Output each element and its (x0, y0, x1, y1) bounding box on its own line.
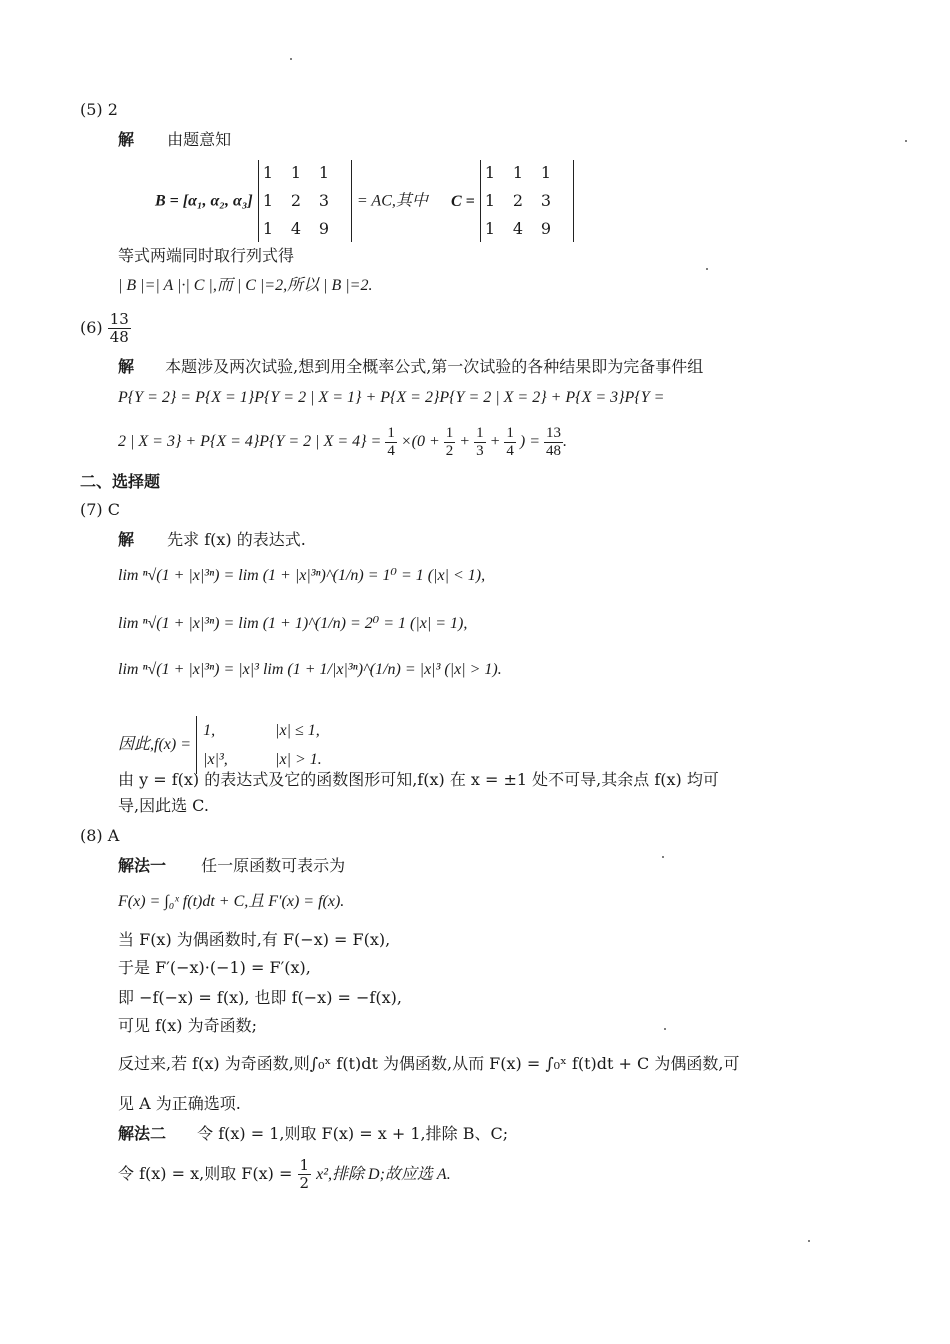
matrix-a-cell: 1 (262, 219, 274, 238)
problem-8-number: (8) A (80, 826, 120, 845)
method-1-intro: 任一原函数可表示为 (201, 856, 346, 875)
matrix-c-cell: 3 (540, 191, 552, 210)
matrix-a-cell: 2 (290, 191, 302, 210)
solution-label: 解 (118, 130, 135, 149)
num: 1 (445, 424, 454, 441)
close-eq: ) = (519, 433, 540, 450)
problem-5-number: (5) 2 (80, 100, 118, 119)
matrix-c (480, 160, 574, 242)
problem-8-line-7: 见 A 为正确选项. (118, 1094, 241, 1113)
den: 2 (445, 442, 454, 459)
den: 4 (387, 442, 395, 459)
period: . (562, 433, 567, 450)
scan-speck (664, 1028, 666, 1030)
method-2-label: 解法二 (118, 1124, 167, 1143)
matrix-a-cell: 1 (290, 163, 302, 182)
den: 3 (476, 442, 484, 459)
problem-8-method2-row (118, 1124, 508, 1144)
matrix-c-cell: 1 (484, 191, 496, 210)
case-2-condition: |x| > 1. (275, 751, 322, 768)
matrix-a (258, 160, 352, 242)
frac-result (544, 425, 563, 460)
scan-speck (808, 1240, 810, 1242)
num: 1 (506, 424, 514, 441)
scan-speck (706, 268, 708, 270)
frac-one-half (444, 425, 456, 460)
problem-8-line-5: 可见 f(x) 为奇函数; (118, 1016, 257, 1035)
matrix-c-cell: 9 (540, 219, 552, 238)
matrix-c-cell: 4 (512, 219, 524, 238)
line2-prefix: 2 | X = 3} + P{X = 4}P{Y = 2 | X = 4} = (118, 433, 382, 450)
num: 1 (476, 424, 484, 441)
matrix-c-cell: 2 (512, 191, 524, 210)
problem-7-limit-1: lim ⁿ√(1 + |x|³ⁿ) = lim (1 + |x|³ⁿ)^(1/n) = 1⁰ = 1 (|x| < 1), (118, 567, 486, 584)
num: 1 (387, 424, 395, 441)
answer-numerator: 13 (109, 310, 129, 328)
problem-8-line-4: 即 −f(−x) = f(x), 也即 f(−x) = −f(x), (118, 988, 402, 1007)
matrix-a-cell: 1 (262, 191, 274, 210)
problem-8-method1-row (118, 856, 345, 876)
matrix-a-cell: 3 (318, 191, 330, 210)
piecewise-cases (196, 716, 322, 774)
frac-one-third (474, 425, 486, 460)
problem-6-line1: P{Y = 2} = P{X = 1}P{Y = 2 | X = 1} + P{X = 2}P{Y = 2 | X = 2} + P{X = 3}P{Y = (118, 389, 665, 406)
matrix-a-cell: 9 (318, 219, 330, 238)
case-1-value: 1, (203, 722, 216, 739)
problem-6-intro-row (118, 357, 703, 377)
matrix-a-cell: 1 (262, 163, 274, 182)
problem-5-matrix-equation (155, 160, 574, 240)
problem-8-line-2: 当 F(x) 为偶函数时,有 F(−x) = F(x), (118, 930, 391, 949)
num: 1 (299, 1156, 310, 1174)
problem-7-conclusion-2: 导,因此选 C. (118, 796, 209, 815)
problem-8-line-6: 反过来,若 f(x) 为奇函数,则∫₀ˣ f(t)dt 为偶函数,从而 F(x) = ∫₀ˣ f(t)dt + C 为偶函数,可 (118, 1054, 740, 1073)
problem-8-method2-line2 (118, 1152, 451, 1197)
matrix-c-cell: 1 (484, 163, 496, 182)
den: 4 (506, 442, 514, 459)
case-1 (203, 716, 322, 745)
matrix-eq-lhs: B = [α₁, α₂, α₃] (155, 192, 253, 210)
intro-text: 本题涉及两次试验,想到用全概率公式,第一次试验的各种结果即为完备事件组 (165, 357, 704, 376)
plus: + (489, 433, 501, 450)
problem-6-answer (108, 311, 131, 346)
times-open: ×(0 + (400, 433, 440, 450)
section-2-heading: 二、选择题 (80, 472, 161, 491)
matrix-eq-mid: = AC,其中 (356, 192, 428, 210)
method-2-line-2-suffix: x²,排除 D;故应选 A. (316, 1166, 451, 1183)
problem-7-conclusion-1: 由 y = f(x) 的表达式及它的函数图形可知,f(x) 在 x = ±1 处不可导,其余点 f(x) 均可 (118, 770, 719, 789)
matrix-a-cell: 4 (290, 219, 302, 238)
problem-7-limit-3: lim ⁿ√(1 + |x|³ⁿ) = |x|³ lim (1 + 1/|x|³ⁿ)^(1/n) = |x|³ (|x| > 1). (118, 661, 502, 678)
problem-5-line1: 等式两端同时取行列式得 (118, 246, 295, 265)
scan-speck (905, 140, 907, 142)
matrix-a-cell: 1 (318, 163, 330, 182)
piecewise-intro: 因此,f(x) = (118, 736, 192, 753)
den: 48 (545, 442, 561, 459)
frac-one-fourth (504, 425, 516, 460)
solution-label: 解 (118, 357, 135, 376)
problem-8-line-1: F(x) = ∫₀ˣ f(t)dt + C,且 F′(x) = f(x). (118, 893, 345, 910)
problem-7-piecewise (118, 716, 322, 774)
case-2-value: |x|³, (203, 751, 228, 768)
matrix-c-cell: 1 (540, 163, 552, 182)
frac-one-quarter (385, 425, 397, 460)
matrix-c-cell: 1 (484, 219, 496, 238)
problem-6-number-row (80, 308, 131, 348)
problem-8-line-3: 于是 F′(−x)·(−1) = F′(x), (118, 958, 311, 977)
c-label: C = (450, 192, 475, 210)
plus: + (459, 433, 471, 450)
frac-one-half (298, 1157, 312, 1192)
problem-5-line2: | B |=| A |·| C |,而 | C |=2,所以 | B |=2. (118, 277, 373, 294)
scan-speck (290, 58, 292, 60)
scan-speck (662, 856, 664, 858)
problem-6-line2 (118, 420, 567, 464)
intro-text: 先求 f(x) 的表达式. (167, 530, 306, 549)
answer-denominator: 48 (109, 328, 129, 346)
den: 2 (299, 1174, 310, 1192)
problem-6-number: (6) (80, 318, 103, 337)
case-1-condition: |x| ≤ 1, (275, 722, 320, 739)
intro-text: 由题意知 (167, 130, 232, 149)
problem-5-intro-row (118, 130, 231, 150)
solution-label: 解 (118, 530, 135, 549)
method-2-line-2-prefix: 令 f(x) = x,则取 F(x) = (118, 1164, 293, 1183)
matrix-c-cell: 1 (512, 163, 524, 182)
problem-7-limit-2: lim ⁿ√(1 + |x|³ⁿ) = lim (1 + 1)^(1/n) = 2⁰ = 1 (|x| = 1), (118, 615, 468, 632)
num: 13 (545, 424, 561, 441)
method-2-line-1: 令 f(x) = 1,则取 F(x) = x + 1,排除 B、C; (197, 1124, 509, 1143)
method-1-label: 解法一 (118, 856, 167, 875)
problem-7-number: (7) C (80, 500, 120, 519)
problem-7-intro-row (118, 530, 306, 550)
